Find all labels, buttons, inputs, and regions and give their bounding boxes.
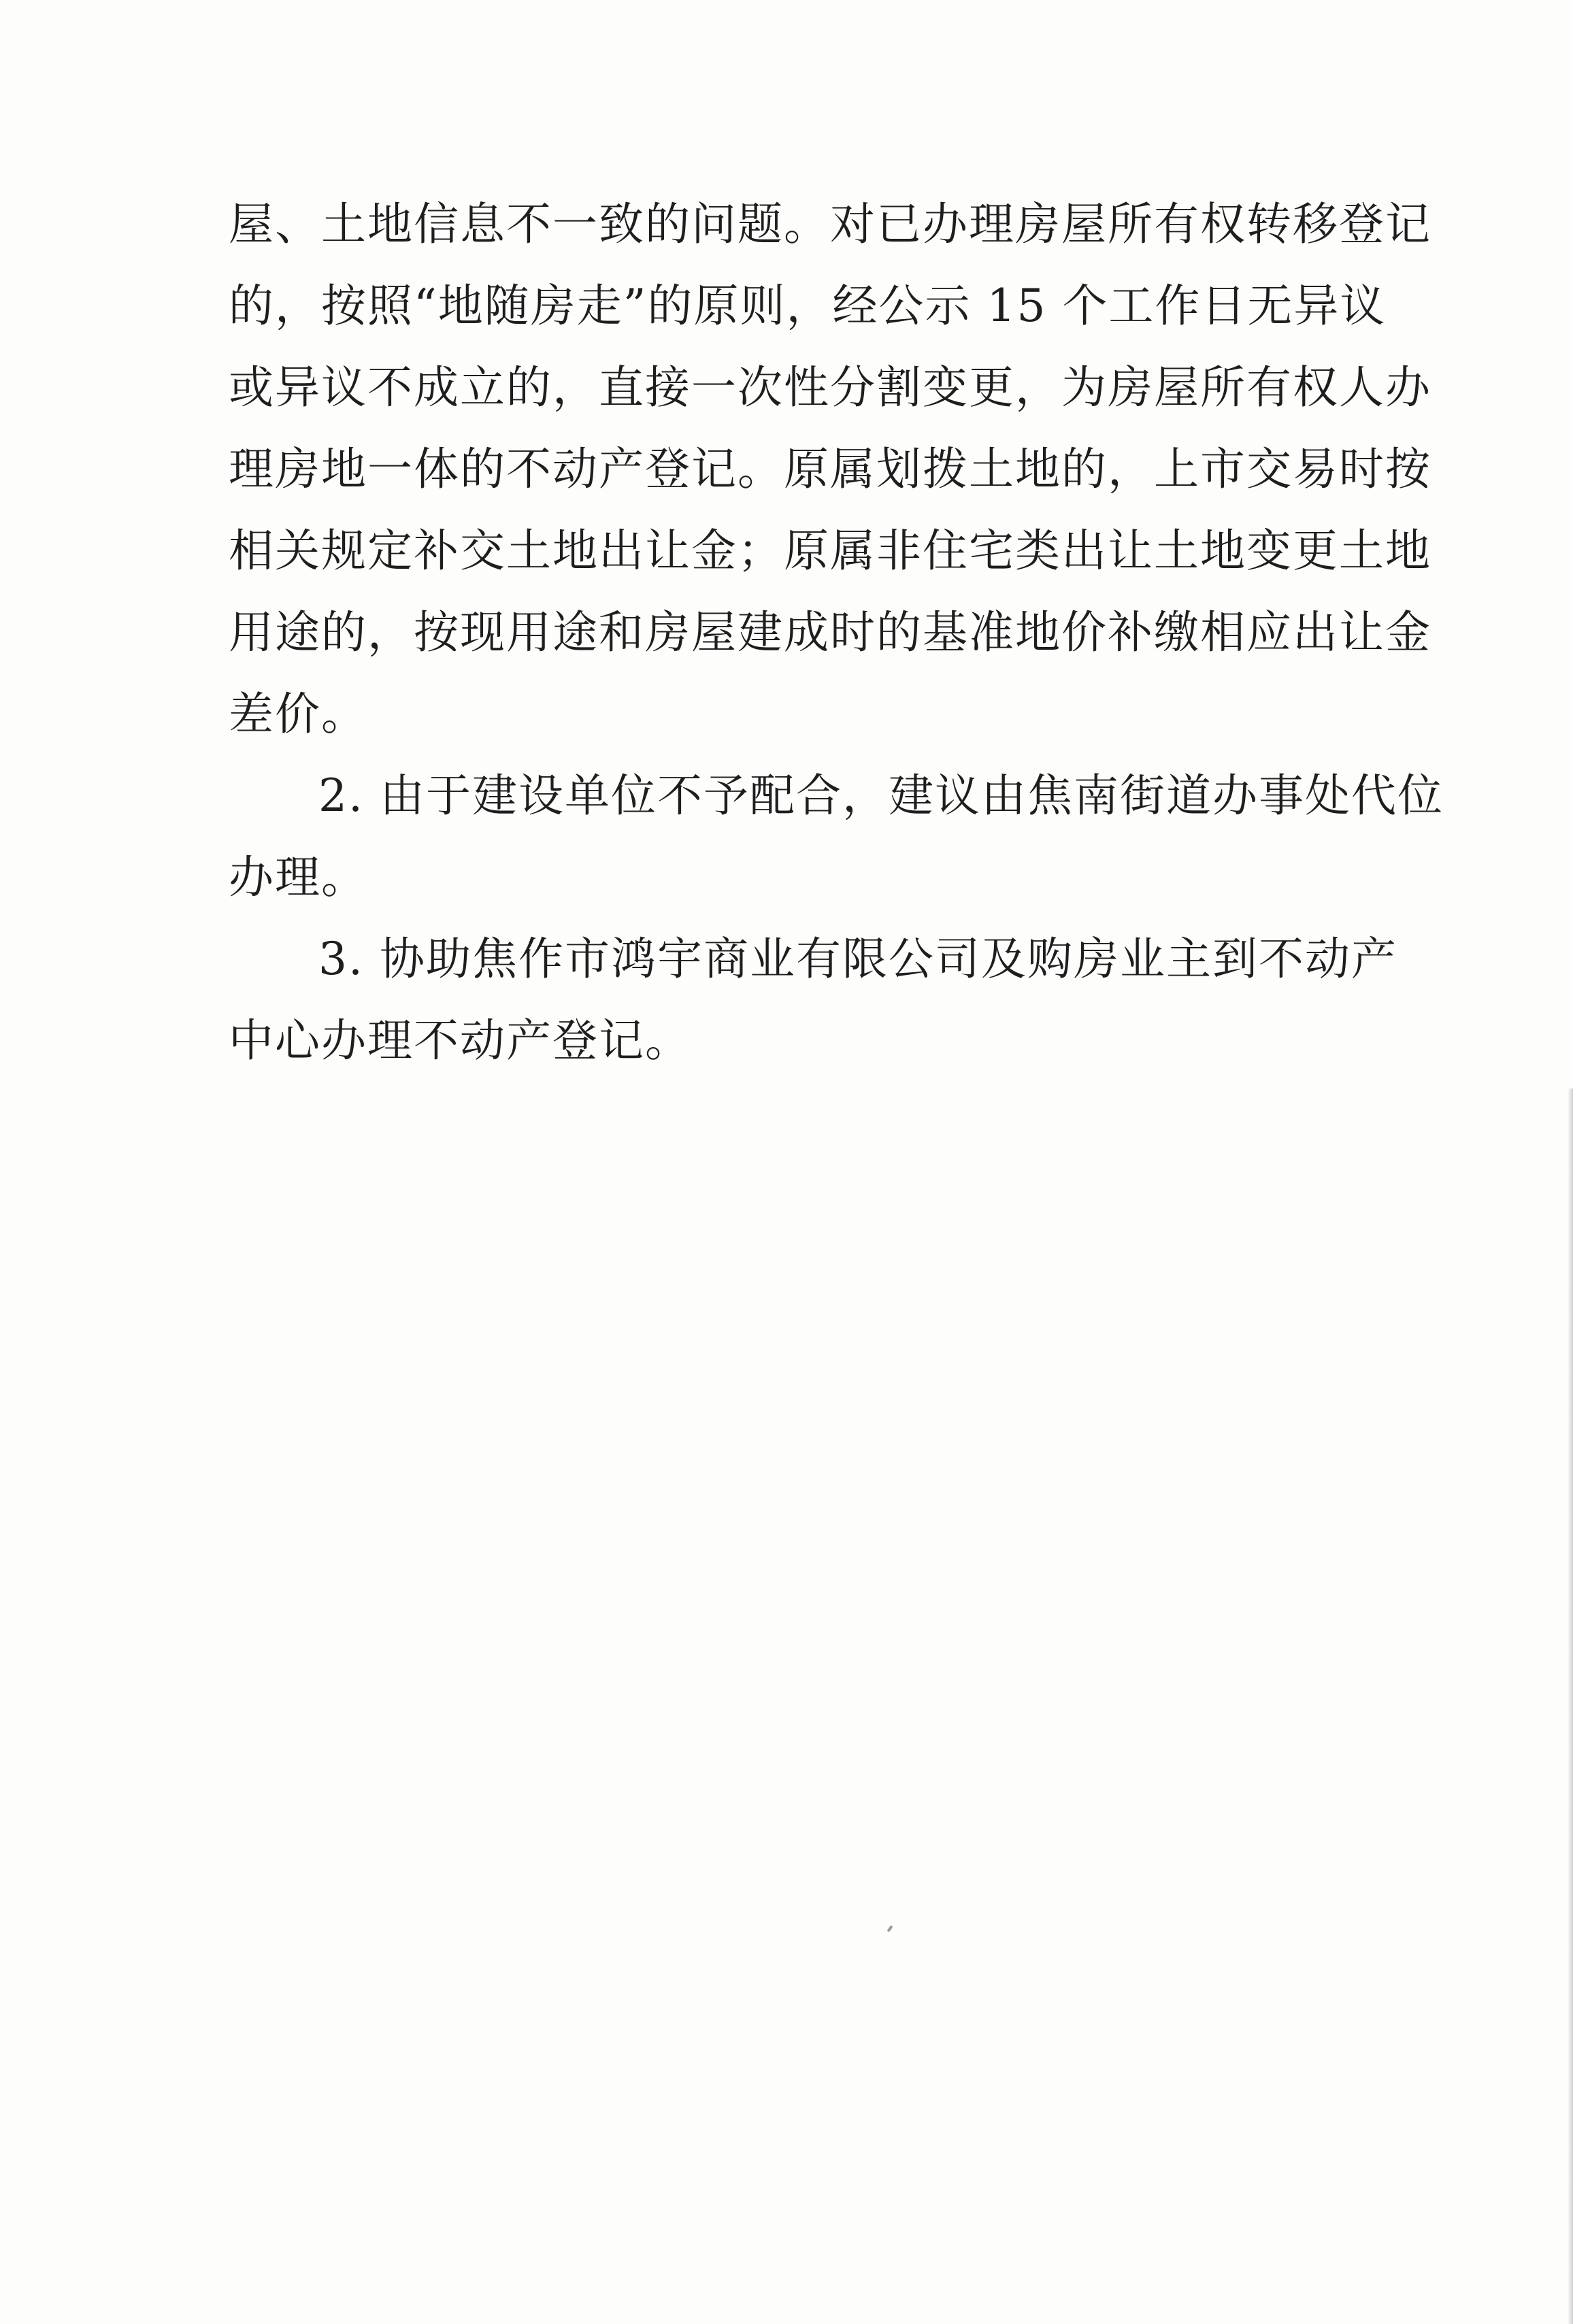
paragraph-line: 办理。 — [229, 851, 367, 903]
paragraph-line: 相关规定补交土地出让金；原属非住宅类出让土地变更土地 — [229, 525, 1431, 577]
paragraph-line: 理房地一体的不动产登记。原属划拨土地的，上市交易时按 — [229, 443, 1431, 495]
paragraph-line: 屋、土地信息不一致的问题。对已办理房屋所有权转移登记 — [229, 198, 1431, 250]
paragraph-3 — [229, 918, 1397, 1082]
paragraph-line: 中心办理不动产登记。 — [229, 1014, 691, 1067]
paragraph-line: 用途的，按现用途和房屋建成时的基准地价补缴相应出让金 — [229, 606, 1431, 659]
document-body — [229, 184, 1444, 1082]
scan-edge-shadow — [1568, 1089, 1573, 2324]
paragraph-line: 2. 由于建设单位不予配合，建议由焦南街道办事处代位 — [318, 769, 1444, 822]
scan-speck — [887, 1925, 893, 1932]
paragraph-line: 或异议不成立的，直接一次性分割变更，为房屋所有权人办 — [229, 361, 1431, 414]
paragraph-line: 差价。 — [229, 688, 367, 740]
paragraph-1 — [229, 184, 1431, 755]
paragraph-line: 的，按照“地随房走”的原则，经公示 15 个工作日无异议 — [229, 280, 1387, 332]
paragraph-2 — [229, 755, 1444, 918]
paragraph-line: 3. 协助焦作市鸿宇商业有限公司及购房业主到不动产 — [318, 933, 1397, 985]
